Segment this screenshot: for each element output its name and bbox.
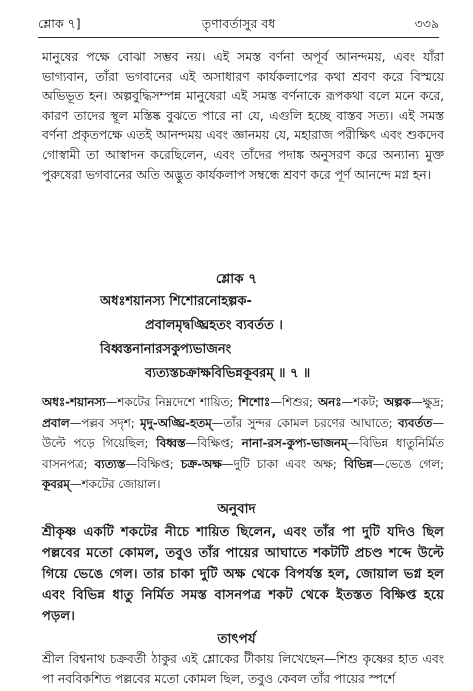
chapter-title: তৃণাবর্তাসুর বধ	[201, 16, 276, 31]
header-rule	[38, 37, 439, 38]
verse-line-4: ব্যত্যস্তচক্রাক্ষবিভিন্নকূবরম্ ॥ ৭ ॥	[145, 366, 311, 381]
synonym-term: ব্যত্যস্ত	[94, 456, 126, 471]
synonym-meaning: —দুটি চাকা এবং অক্ষ;	[221, 456, 344, 471]
purport-text: শ্রীল বিশ্বনাথ চক্রবর্তী ঠাকুর এই শ্লোকের টীকায় লিখেছেন—শিশু কৃষ্ণের হাত এবং পা নববিকশিত পল্লবের মতো কোমল ছিল, তবুও কেবল তাঁর পায়ের স্পর্শে	[42, 652, 444, 686]
synonym-meaning: —শকটের নিম্নদেশে শায়িত;	[105, 395, 239, 409]
synonym-meaning: —শিশুর;	[270, 395, 318, 409]
synonym-meaning: —বিভিন্ন ধাতুনির্মিত বাসনপত্র;	[42, 436, 444, 471]
synonym-term: অনঃ	[317, 395, 342, 409]
synonym-meaning: —পল্লব সদৃশ;	[69, 415, 141, 430]
translation-text: শ্রীকৃষ্ণ একটি শকটের নীচে শায়িত ছিলেন, এবং তাঁর পা দুটি যদিও ছিল পল্লবের মতো কোমল, তবুও তাঁর পায়ের আঘাতে শকটটি প্রচণ্ড শব্দে উল্টে গিয়ে ভেঙে গেল। তার চাকা দুটি অক্ষ থেকে বিপর্যস্ত হল, জোয়াল ভগ্ন হল এবং বিভিন্ন ধাতু নির্মিত সমস্ত বাসনপত্র শকট থেকে ইতস্তত বিক্ষিপ্ত হয়ে পড়ল।	[42, 525, 444, 624]
synonym-term: চক্র-অক্ষ	[180, 456, 222, 471]
synonym-meaning: —ক্ষুদ্র;	[410, 395, 444, 409]
verse-reference: শ্লোক ৭]	[38, 16, 81, 31]
verse-line-2: প্রবালমৃদ্বঙ্ঘ্রিহতং ব্যবর্তত ।	[145, 318, 283, 333]
synonym-term: নানা-রস-কুপ্য-ভাজনম্	[241, 436, 348, 450]
synonyms	[42, 392, 444, 495]
synonym-meaning: —তাঁর সুন্দর কোমল চরণের আঘাতে;	[211, 415, 398, 430]
synonym-meaning: —শকট;	[341, 395, 384, 409]
synonym-meaning: —শকটের জোয়াল।	[69, 477, 161, 491]
synonym-term: কূবরম্	[42, 477, 70, 491]
synonym-term: অধঃ-শয়ানস্য	[42, 395, 106, 409]
synonym-term: প্রবাল	[42, 415, 70, 430]
synonym-term: বিভিন্ন	[343, 456, 373, 471]
synonym-term: শিশোঃ	[238, 395, 271, 409]
synonym-term: ব্যবর্তত	[397, 415, 433, 430]
synonym-meaning: —ভেঙে গেল;	[372, 456, 444, 471]
synonym-term: বিধ্বস্ত	[156, 436, 186, 450]
synonym-meaning: —বিক্ষিপ্ত;	[125, 456, 181, 471]
translation-heading: অনুবাদ	[217, 501, 256, 517]
synonym-term: মৃদু-অঙ্ঘ্রি-হতম্	[140, 415, 212, 430]
verse-line-1: অধঃশয়ানস্য শিশোরনোহল্পক-	[100, 294, 252, 309]
running-header	[38, 14, 439, 34]
synonym-term: অল্পক	[383, 395, 411, 409]
synonym-meaning: —উল্টে পড়ে গিয়েছিল;	[42, 415, 444, 450]
intro-paragraph-text: মানুষের পক্ষে বোঝা সম্ভব নয়। এই সমস্ত বর্ণনা অপূর্ব আনন্দময়, এবং যাঁরা ভাগ্যবান, তাঁরা ভগবানের এই অসাধারণ কার্যকলাপের কথা শ্রবণ করে বিস্ময়ে অভিভূত হন। অল্পবুদ্ধিসম্পন্ন মানুষেরা এই সমস্ত বর্ণনাকে রূপকথা বলে মনে করে, কারণ তাদের স্থূল মস্তিষ্ক বুঝতে পারে না যে, এগুলি হচ্ছে বাস্তব সত্য। এই সমস্ত বর্ণনা প্রকৃতপক্ষে এতই আনন্দময় এবং জ্ঞানময় যে, মহারাজ পরীক্ষিৎ এবং শুকদেব গোস্বামী তা আস্বাদন করেছিলেন, এবং তাঁদের পদাঙ্ক অনুসরণ করে অন্যান্য মুক্ত পুরুষেরা ভগবানের অতি অদ্ভুত কার্যকলাপ সম্বন্ধে শ্রবণ করে পূর্ণ আনন্দে মগ্ন হন।	[42, 50, 444, 182]
purport-heading: তাৎপর্য	[217, 631, 256, 647]
verse-heading: শ্লোক ৭	[215, 271, 258, 287]
verse-line-3: বিধ্বস্তনানারসকুপ্যভাজনং	[100, 342, 232, 357]
intro-paragraph	[42, 48, 444, 185]
page-number: ৩৩৯	[414, 16, 439, 31]
synonym-meaning: —বিক্ষিপ্ত;	[185, 436, 242, 450]
